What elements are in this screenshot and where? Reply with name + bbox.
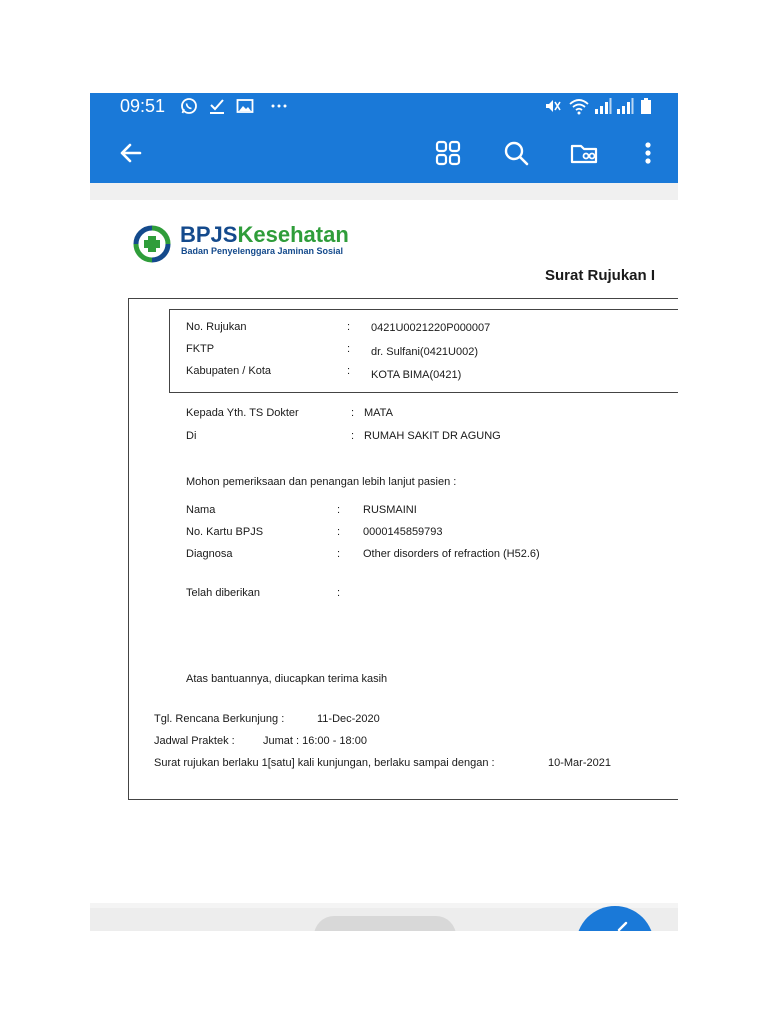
- diagnosa-value: Other disorders of refraction (H52.6): [363, 548, 540, 560]
- di-label: Di: [186, 430, 197, 442]
- search-icon[interactable]: [496, 133, 536, 173]
- colon: :: [337, 504, 341, 516]
- document-title: Surat Rujukan I: [545, 267, 656, 284]
- jadwal-value: Jumat : 16:00 - 18:00: [263, 735, 367, 747]
- colon: :: [351, 407, 355, 419]
- document-page[interactable]: [90, 200, 678, 903]
- more-notifications-icon: [270, 97, 288, 115]
- app-bar: [90, 121, 678, 183]
- diagnosa-label: Diagnosa: [186, 548, 233, 560]
- phone-screen: [90, 93, 678, 931]
- kabupaten-value: KOTA BIMA(0421): [371, 369, 462, 381]
- brand-subtitle: Badan Penyelenggara Jaminan Sosial: [181, 246, 344, 256]
- kepada-value: MATA: [364, 407, 393, 419]
- telah-label: Telah diberikan: [186, 587, 260, 599]
- grid-icon[interactable]: [428, 133, 468, 173]
- back-arrow-icon[interactable]: [110, 133, 150, 173]
- kepada-label: Kepada Yth. TS Dokter: [186, 407, 299, 419]
- status-time: 09:51: [120, 96, 166, 116]
- colon: :: [337, 587, 341, 599]
- viewer-gap: [90, 183, 678, 200]
- colon: :: [347, 321, 351, 333]
- request-intro: Mohon pemeriksaan dan penangan lebih lanjut pasien :: [186, 476, 457, 488]
- no-rujukan-value: 0421U0021220P000007: [371, 322, 491, 334]
- battery-icon: [640, 97, 652, 115]
- tgl-rencana-value: 11-Dec-2020: [317, 713, 380, 725]
- edit-icon: [616, 919, 630, 931]
- no-rujukan-label: No. Rujukan: [186, 321, 247, 333]
- more-vert-icon[interactable]: [628, 133, 668, 173]
- kabupaten-label: Kabupaten / Kota: [186, 365, 272, 377]
- brand-name-part2: Kesehatan: [237, 222, 349, 247]
- mute-icon: [544, 97, 562, 115]
- thanks-text: Atas bantuannya, diucapkan terima kasih: [186, 673, 388, 685]
- di-value: RUMAH SAKIT DR AGUNG: [364, 430, 501, 442]
- brand-name-part1: BPJS: [180, 222, 238, 247]
- gallery-icon: [236, 97, 254, 115]
- berlaku-label: Surat rujukan berlaku 1[satu] kali kunjungan, berlaku sampai dengan :: [154, 757, 495, 769]
- jadwal-label: Jadwal Praktek :: [154, 735, 235, 747]
- page-indicator-pill[interactable]: [314, 916, 456, 931]
- colon: :: [337, 548, 341, 560]
- colon: :: [351, 430, 355, 442]
- download-done-icon: [208, 97, 226, 115]
- colon: :: [337, 526, 341, 538]
- kartu-label: No. Kartu BPJS: [186, 526, 264, 538]
- whatsapp-icon: [180, 97, 198, 115]
- fktp-value: dr. Sulfani(0421U002): [371, 346, 479, 358]
- nama-label: Nama: [186, 504, 216, 516]
- bpjs-logo-icon: [132, 224, 172, 264]
- signal-icon: [616, 97, 634, 115]
- colon: :: [347, 365, 351, 377]
- nama-value: RUSMAINI: [363, 504, 417, 516]
- document-frame: [128, 298, 678, 800]
- folder-link-icon[interactable]: [564, 133, 604, 173]
- wifi-icon: [568, 97, 590, 115]
- fktp-label: FKTP: [186, 343, 215, 355]
- signal-icon: [594, 97, 612, 115]
- tgl-rencana-label: Tgl. Rencana Berkunjung :: [154, 713, 285, 725]
- status-bar: [90, 93, 678, 121]
- berlaku-value: 10-Mar-2021: [548, 757, 611, 769]
- colon: :: [347, 343, 351, 355]
- brand-name: [180, 222, 349, 248]
- kartu-value: 0000145859793: [363, 526, 443, 538]
